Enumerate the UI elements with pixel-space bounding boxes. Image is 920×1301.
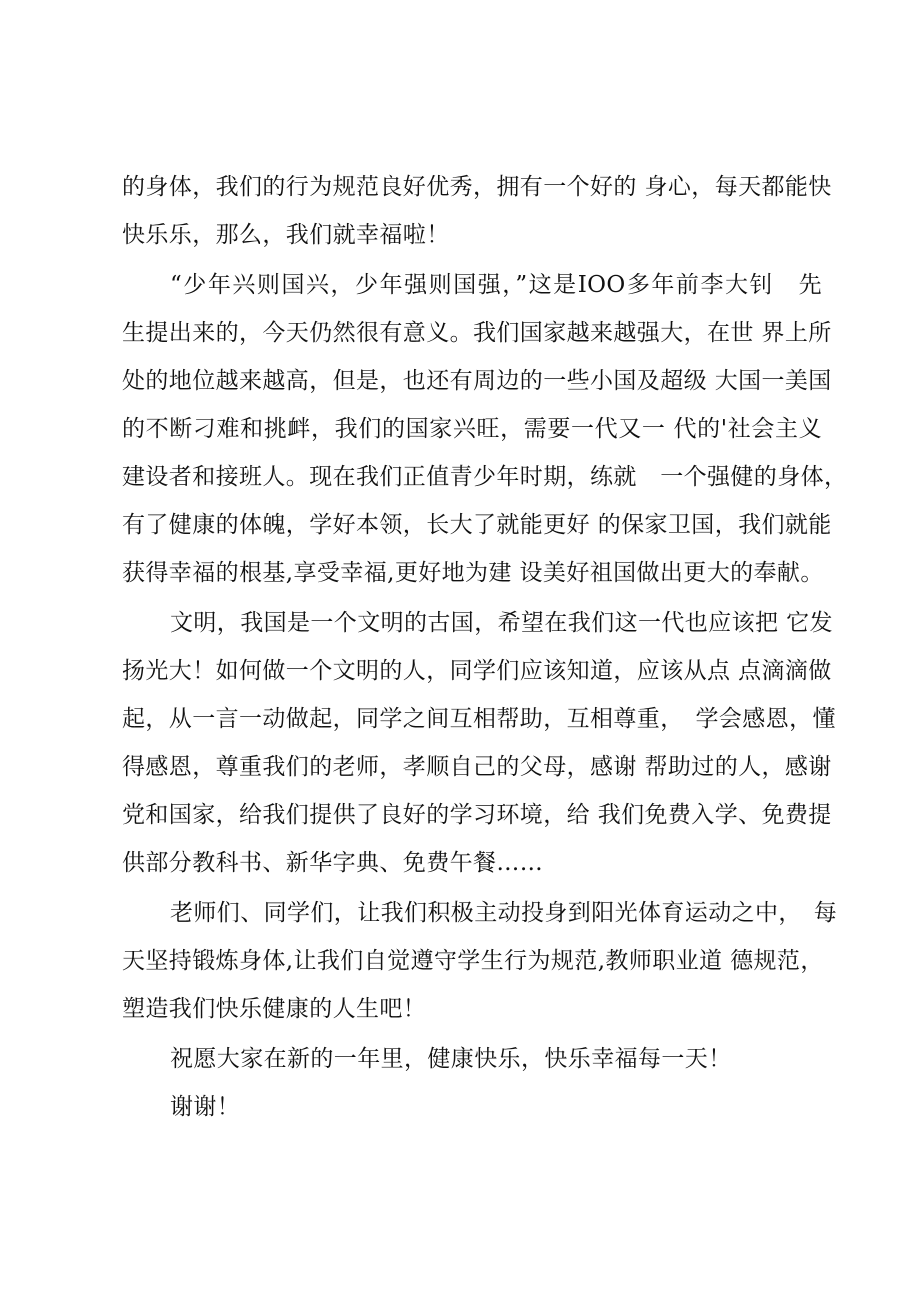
paragraph-4-line-1: 老师们、同学们，让我们积极主动投身到阳光体育运动之中， 每: [170, 900, 838, 926]
paragraph-2-line-7: 获得幸福的根基,享受幸福,更好地为建 设美好祖国做出更大的奉献。: [122, 560, 824, 586]
paragraph-3-line-4: 得感恩，尊重我们的老师，孝顺自己的父母，感谢 帮助过的人，感谢: [122, 754, 832, 780]
paragraph-2-line-4: 的不断刁难和挑衅，我们的国家兴旺，需要一代又一 代的'社会主义: [122, 416, 822, 442]
paragraph-1-line-1: 的身体，我们的行为规范良好优秀，拥有一个好的 身心，每天都能快: [122, 174, 832, 200]
paragraph-1-line-2: 快乐乐，那么，我们就幸福啦！: [122, 222, 450, 248]
paragraph-3-line-2: 扬光大！如何做一个文明的人，同学们应该知道，应该从点 点滴滴做: [122, 658, 832, 684]
closing-thanks: 谢谢！: [170, 1094, 241, 1120]
paragraph-3-line-3: 起，从一言一动做起，同学之间互相帮助，互相尊重， 学会感恩，懂: [122, 706, 836, 732]
paragraph-2-line-5: 建设者和接班人。现在我们正值青少年时期，练就 一个强健的身体，: [122, 464, 848, 490]
paragraph-2-line-1: “少年兴则国兴，少年强则国强，”这是IOO多年前李大钊 先: [170, 272, 822, 298]
paragraph-2-line-6: 有了健康的体魄，学好本领，长大了就能更好 的保家卫国，我们就能: [122, 512, 832, 538]
paragraph-2-line-3: 处的地位越来越高，但是，也还有周边的一些小国及超级 大国一美国: [122, 368, 832, 394]
paragraph-3-line-5: 党和国家，给我们提供了良好的学习环境，给 我们免费入学、免费提: [122, 802, 832, 828]
paragraph-5-line-1: 祝愿大家在新的一年里，健康快乐，快乐幸福每一天！: [170, 1046, 732, 1072]
paragraph-4-line-3: 塑造我们快乐健康的人生吧！: [122, 996, 427, 1022]
paragraph-3-line-6: 供部分教科书、新华字典、免费午餐……: [122, 850, 544, 876]
paragraph-2-line-2: 生提出来的，今天仍然很有意义。我们国家越来越强大，在世 界上所: [122, 320, 832, 346]
paragraph-3-line-1: 文明，我国是一个文明的古国，希望在我们这一代也应该把 它发: [170, 610, 833, 636]
paragraph-4-line-2: 天坚持锻炼身体,让我们自觉遵守学生行为规范,教师职业道 德规范，: [122, 948, 824, 974]
